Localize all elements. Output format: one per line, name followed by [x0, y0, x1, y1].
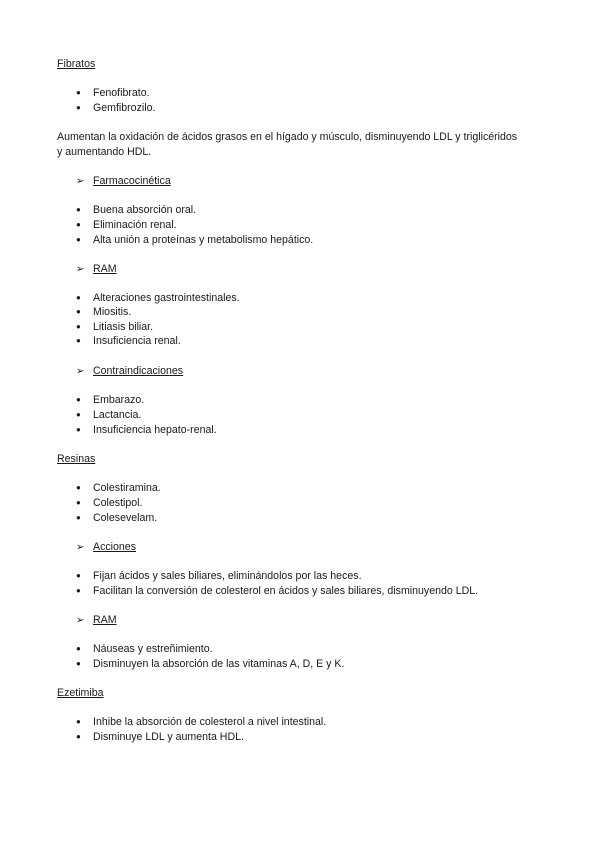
list-item: ● Embarazo.	[76, 394, 145, 406]
list-item: ● Fenofibrato.	[76, 87, 150, 99]
bullet-icon: ●	[76, 513, 81, 522]
section-title-ezetimiba: Ezetimiba	[57, 687, 104, 699]
list-item: ● Litiasis biliar.	[76, 321, 154, 333]
bullet-icon: ●	[76, 395, 81, 404]
section-title-fibratos: Fibratos	[57, 58, 96, 70]
list-item: ● Colestipol.	[76, 497, 143, 509]
list-item: ● Eliminación renal.	[76, 219, 177, 231]
subheading-farmacocinetica: ➢ Farmacocinética	[76, 175, 171, 187]
bullet-icon: ●	[76, 571, 81, 580]
list-item: ● Insuficiencia hepato-renal.	[76, 424, 217, 436]
list-item: ● Gemfibrozilo.	[76, 102, 156, 114]
list-item: ● Alta unión a proteínas y metabolismo hepático.	[76, 234, 314, 246]
subheading-ram: ➢ RAM	[76, 263, 117, 275]
list-item: ● Inhibe la absorción de colesterol a nivel intestinal.	[76, 716, 327, 728]
bullet-icon: ●	[76, 88, 81, 97]
list-item: ● Colestiramina.	[76, 482, 161, 494]
bullet-icon: ●	[76, 717, 81, 726]
paragraph-line: Aumentan la oxidación de ácidos grasos en el hígado y músculo, disminuyendo LDL y triglicéridos	[57, 131, 518, 143]
bullet-icon: ●	[76, 322, 81, 331]
list-item: ● Alteraciones gastrointestinales.	[76, 292, 240, 304]
bullet-icon: ●	[76, 483, 81, 492]
bullet-icon: ●	[76, 425, 81, 434]
list-item: ● Miositis.	[76, 306, 132, 318]
list-item: ● Insuficiencia renal.	[76, 335, 181, 347]
arrow-icon: ➢	[76, 366, 85, 377]
bullet-icon: ●	[76, 659, 81, 668]
bullet-icon: ●	[76, 586, 81, 595]
bullet-icon: ●	[76, 220, 81, 229]
arrow-icon: ➢	[76, 615, 85, 626]
bullet-icon: ●	[76, 732, 81, 741]
list-item: ● Lactancia.	[76, 409, 142, 421]
list-item: ● Fijan ácidos y sales biliares, eliminándolos por las heces.	[76, 570, 362, 582]
bullet-icon: ●	[76, 336, 81, 345]
bullet-icon: ●	[76, 644, 81, 653]
bullet-icon: ●	[76, 205, 81, 214]
arrow-icon: ➢	[76, 542, 85, 553]
bullet-icon: ●	[76, 498, 81, 507]
list-item: ● Facilitan la conversión de colesterol en ácidos y sales biliares, disminuyendo LDL.	[76, 585, 479, 597]
list-item: ● Buena absorción oral.	[76, 204, 197, 216]
subheading-acciones: ➢ Acciones	[76, 541, 136, 553]
list-item: ● Colesevelam.	[76, 512, 158, 524]
subheading-contraindicaciones: ➢ Contraindicaciones	[76, 365, 184, 377]
bullet-icon: ●	[76, 410, 81, 419]
bullet-icon: ●	[76, 235, 81, 244]
list-item: ● Disminuyen la absorción de las vitaminas A, D, E y K.	[76, 658, 345, 670]
bullet-icon: ●	[76, 293, 81, 302]
bullet-icon: ●	[76, 103, 81, 112]
section-title-resinas: Resinas	[57, 453, 96, 465]
subheading-ram: ➢ RAM	[76, 614, 117, 626]
paragraph-line: y aumentando HDL.	[57, 146, 152, 158]
arrow-icon: ➢	[76, 176, 85, 187]
list-item: ● Disminuye LDL y aumenta HDL.	[76, 731, 244, 743]
arrow-icon: ➢	[76, 264, 85, 275]
bullet-icon: ●	[76, 307, 81, 316]
list-item: ● Náuseas y estreñimiento.	[76, 643, 213, 655]
